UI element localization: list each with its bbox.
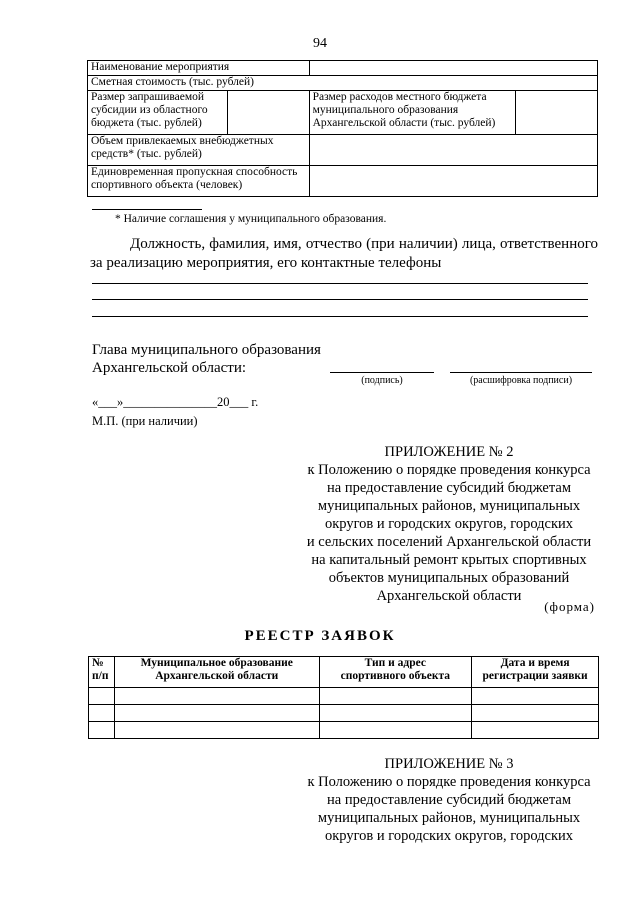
signature-decoding-line	[450, 372, 592, 373]
head-title: Глава муниципального образования Архангельской области:	[92, 342, 321, 376]
column-header-number: № п/п	[89, 657, 115, 688]
extrabudget-label: Объем привлекаемых внебюджетных средств* (тыс. рублей)	[88, 135, 310, 166]
application-form-table	[87, 60, 598, 197]
fill-line	[92, 316, 588, 317]
local-budget-label: Размер расходов местного бюджета муниципального образования Архангельской области (тыс. рублей)	[309, 91, 516, 135]
event-name-label: Наименование мероприятия	[88, 61, 310, 76]
fill-line	[92, 283, 588, 284]
local-budget-value	[516, 91, 598, 135]
registry-title: РЕЕСТР ЗАЯВОК	[244, 628, 396, 644]
responsible-person-text: Должность, фамилия, имя, отчество (при наличии) лица, ответственного за реализацию мероприятия, его контактные телефоны	[90, 236, 598, 271]
page-number: 94	[313, 36, 327, 51]
capacity-value	[309, 166, 597, 197]
date-line: «___»_______________20___ г.	[92, 395, 259, 409]
column-header-datetime: Дата и время регистрации заявки	[472, 657, 599, 688]
estimated-cost-label: Сметная стоимость (тыс. рублей)	[88, 76, 598, 91]
subsidy-requested-value	[227, 91, 309, 135]
annex2-heading: ПРИЛОЖЕНИЕ № 2 к Положению о порядке проведения конкурса на предоставление субсидий бюджетам муниципальных районов, муниципальных округов и городских округов, городских и сельских поселений Архангельской области на капитальный ремонт крытых спортивных объектов муниципальных образований Архангельской области	[306, 444, 592, 604]
stamp-note: М.П. (при наличии)	[92, 414, 198, 428]
event-name-value	[309, 61, 597, 76]
table-row	[89, 722, 599, 739]
registry-table	[88, 656, 599, 739]
footnote-separator	[92, 209, 202, 210]
form-label: (форма)	[544, 599, 595, 614]
table-row	[89, 688, 599, 705]
fill-line	[92, 299, 588, 300]
capacity-label: Единовременная пропускная способность спортивного объекта (человек)	[88, 166, 310, 197]
subsidy-requested-label: Размер запрашиваемой субсидии из областного бюджета (тыс. рублей)	[88, 91, 228, 135]
column-header-object: Тип и адрес спортивного объекта	[319, 657, 472, 688]
signature-line	[330, 372, 434, 373]
footnote: * Наличие соглашения у муниципального образования.	[115, 213, 387, 225]
column-header-municipality: Муниципальное образование Архангельской области	[114, 657, 319, 688]
signature-caption: (подпись)	[361, 375, 403, 386]
signature-decoding-caption: (расшифровка подписи)	[469, 375, 573, 386]
annex3-heading: ПРИЛОЖЕНИЕ № 3 к Положению о порядке проведения конкурса на предоставление субсидий бюджетам муниципальных районов, муниципальных округов и городских округов, городских	[307, 756, 591, 844]
table-row	[89, 705, 599, 722]
extrabudget-value	[309, 135, 597, 166]
